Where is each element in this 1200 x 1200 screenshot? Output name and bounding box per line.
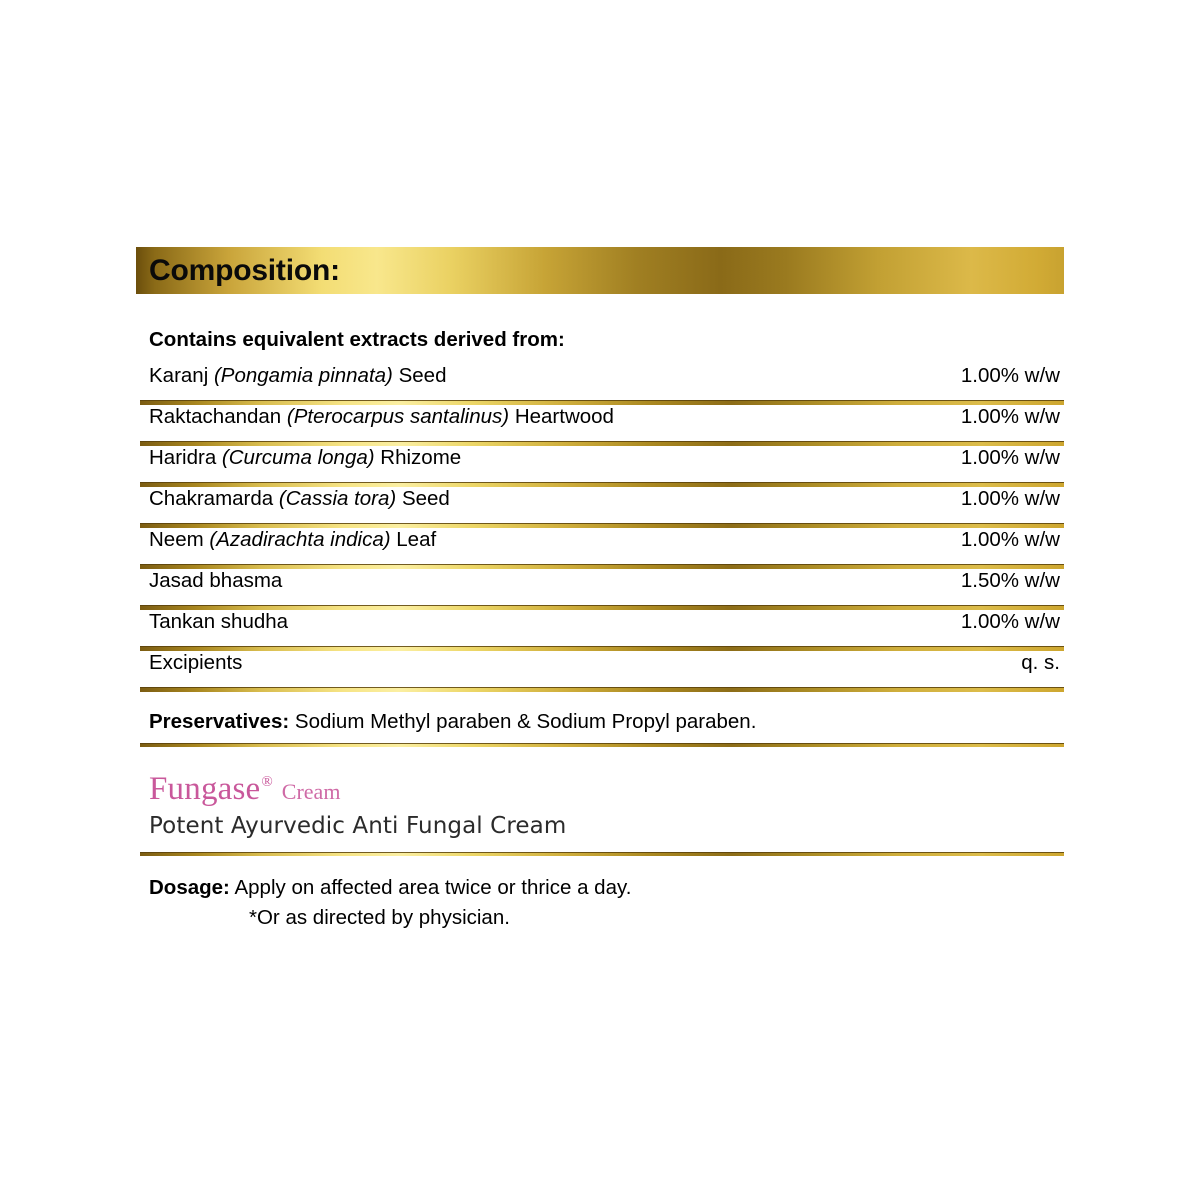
ingredient-plant-part: Seed xyxy=(398,363,447,387)
table-row xyxy=(136,487,1064,523)
table-row xyxy=(136,405,1064,441)
table-row xyxy=(136,446,1064,482)
ingredient-amount: 1.50% w/w xyxy=(960,568,1060,592)
ingredient-amount: 1.00% w/w xyxy=(960,527,1060,551)
ingredient-name xyxy=(149,528,436,552)
dosage-label: Dosage: xyxy=(149,876,230,900)
ingredient-amount: q. s. xyxy=(1021,650,1060,674)
composition-banner xyxy=(136,247,1064,294)
ingredient-common-name: Neem xyxy=(149,527,204,551)
dosage-block xyxy=(136,856,1064,932)
ingredient-name xyxy=(149,487,450,511)
preservatives-value: Sodium Methyl paraben & Sodium Propyl paraben. xyxy=(294,709,757,733)
composition-intro-text: Contains equivalent extracts derived from: xyxy=(149,328,565,351)
table-row xyxy=(136,610,1064,646)
ingredient-latin-name: (Azadirachta indica) xyxy=(209,527,391,551)
ingredient-amount: 1.00% w/w xyxy=(960,363,1060,387)
ingredient-name xyxy=(149,405,614,429)
table-row xyxy=(136,569,1064,605)
dosage-note: *Or as directed by physician. xyxy=(249,905,510,929)
preservatives-line xyxy=(136,692,1064,744)
ingredient-amount: 1.00% w/w xyxy=(960,609,1060,633)
brand-block xyxy=(136,747,1064,838)
brand-name: Fungase xyxy=(149,771,261,808)
ingredient-amount: 1.00% w/w xyxy=(960,486,1060,510)
ingredient-latin-name: (Pterocarpus santalinus) xyxy=(286,404,510,428)
page-title: Composition: xyxy=(149,253,340,287)
ingredient-amount: 1.00% w/w xyxy=(960,404,1060,428)
preservatives-label: Preservatives: xyxy=(149,709,290,733)
ingredient-latin-name: (Curcuma longa) xyxy=(221,445,375,469)
ingredient-latin-name: (Pongamia pinnata) xyxy=(213,363,393,387)
table-row xyxy=(136,364,1064,400)
ingredient-name: Excipients xyxy=(149,650,243,674)
brand-tagline: Potent Ayurvedic Anti Fungal Cream xyxy=(149,813,567,840)
ingredient-name xyxy=(149,364,446,388)
ingredient-amount: 1.00% w/w xyxy=(960,445,1060,469)
table-row xyxy=(136,651,1064,687)
ingredient-name xyxy=(149,446,461,470)
brand-product-form: Cream xyxy=(281,779,341,805)
ingredient-plant-part: Leaf xyxy=(396,527,437,551)
ingredient-name: Tankan shudha xyxy=(149,609,289,633)
ingredient-common-name: Raktachandan xyxy=(149,404,282,428)
dosage-value: Apply on affected area twice or thrice a day. xyxy=(234,876,632,900)
dosage-main-line xyxy=(149,873,1064,903)
composition-label-sheet xyxy=(136,247,1064,932)
ingredient-plant-part: Seed xyxy=(401,486,450,510)
ingredient-name: Jasad bhasma xyxy=(149,568,283,592)
ingredient-common-name: Haridra xyxy=(149,445,217,469)
ingredient-latin-name: (Cassia tora) xyxy=(278,486,397,510)
brand-logo xyxy=(149,773,1064,806)
ingredient-plant-part: Rhizome xyxy=(380,445,462,469)
ingredient-list xyxy=(136,351,1064,692)
ingredient-common-name: Chakramarda xyxy=(149,486,274,510)
registered-trademark-icon: ® xyxy=(261,774,273,791)
ingredient-plant-part: Heartwood xyxy=(514,404,614,428)
ingredient-common-name: Karanj xyxy=(149,363,209,387)
table-row xyxy=(136,528,1064,564)
